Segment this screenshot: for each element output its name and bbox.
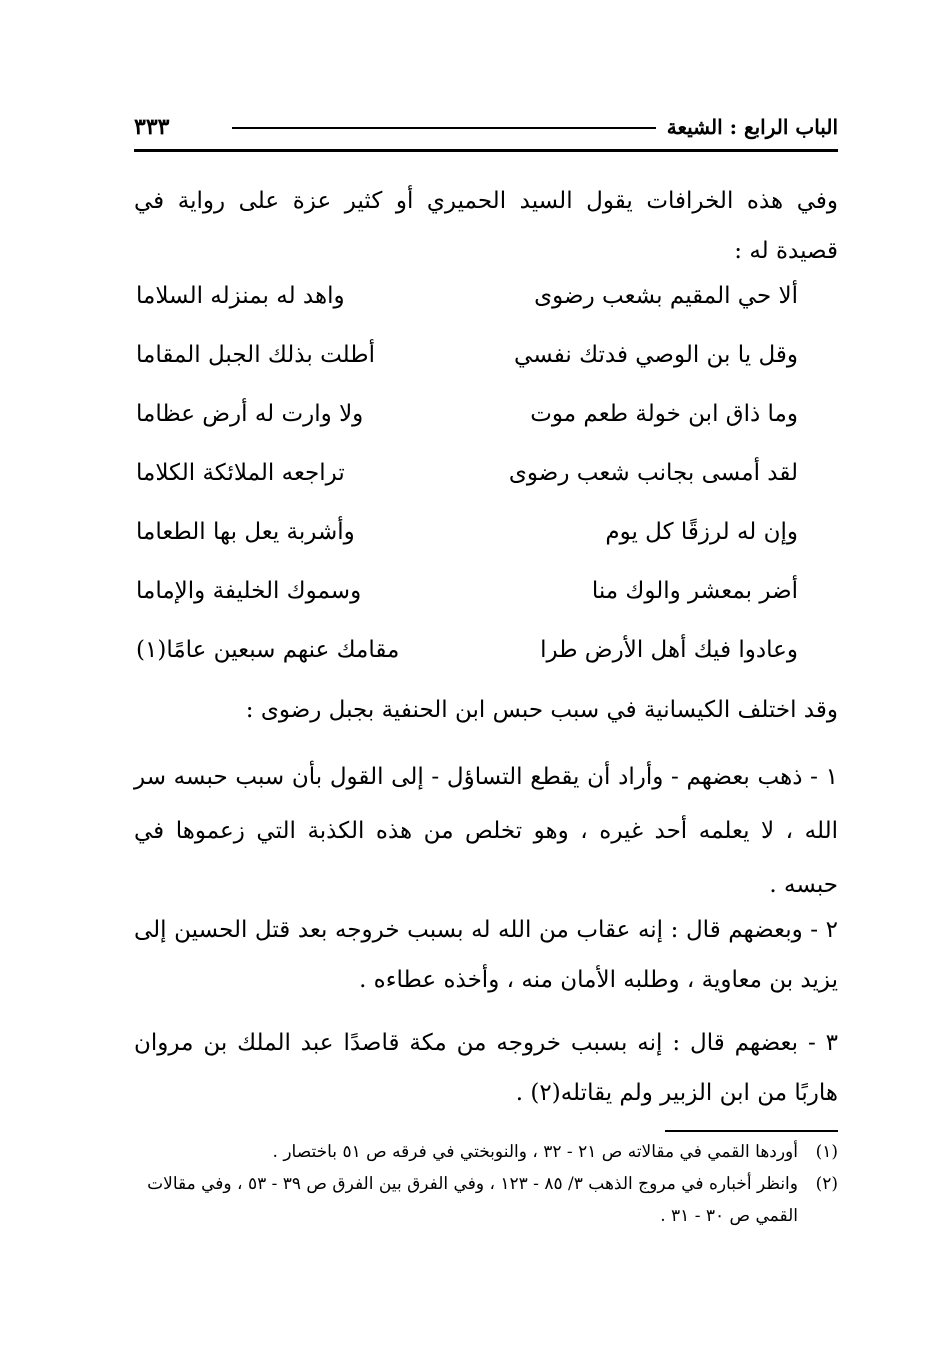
verse-first-hemistich: أضر بمعشر والوك منا (591, 578, 798, 604)
header-dash (232, 127, 656, 129)
verse-second-hemistich: أطلت بذلك الجبل المقاما (136, 342, 375, 368)
verse-second-hemistich: ولا وارت له أرض عظاما (136, 401, 364, 427)
poem (134, 270, 838, 683)
intro-paragraph: وفي هذه الخرافات يقول السيد الحميري أو كثير عزة على رواية في قصيدة له : (134, 188, 838, 264)
verse-second-hemistich: واهد له بمنزله السلاما (136, 283, 345, 309)
verse-second-hemistich: تراجعه الملائكة الكلاما (136, 460, 345, 486)
page-header (134, 112, 838, 148)
footnote (134, 1136, 838, 1168)
poem-verse (134, 624, 838, 683)
footnote-text: وانظر أخباره في مروج الذهب ٣/ ٨٥ - ١٢٣ ، وفي الفرق بين الفرق ص ٣٩ - ٥٣ ، وفي مقالات القمي ص ٣٠ - ٣١ . (147, 1174, 798, 1226)
poem-verse (134, 565, 838, 624)
poem-verse (134, 506, 838, 565)
verse-first-hemistich: وقل يا بن الوصي فدتك نفسي (514, 342, 798, 368)
verse-second-hemistich: مقامك عنهم سبعين عامًا(١) (136, 637, 400, 663)
footnote-number: (٢) (815, 1174, 838, 1194)
poem-verse (134, 329, 838, 388)
footnote-text: أوردها القمي في مقالاته ص ٢١ - ٣٢ ، والنوبختي في فرقه ص ٥١ باختصار . (272, 1142, 798, 1162)
verse-first-hemistich: ألا حي المقيم بشعب رضوى (534, 283, 798, 309)
opinion-item-3: ٣ - بعضهم قال : إنه بسبب خروجه من مكة قاصدًا عبد الملك بن مروان هاربًا من ابن الزبير ولم يقاتله(٢) . (134, 1030, 838, 1106)
chapter-title: الباب الرابع : الشيعة (666, 115, 838, 139)
footnote-number: (١) (815, 1142, 838, 1162)
verse-first-hemistich: وإن له لرزقًا كل يوم (605, 519, 798, 545)
opinion-item-1: ١ - ذهب بعضهم - وأراد أن يقطع التساؤل - إلى القول بأن سبب حبسه سر الله ، لا يعلمه أحد غيره ، وهو تخلص من هذه الكذبة التي زعموها في حبسه . (134, 764, 838, 898)
footnote-separator (665, 1130, 838, 1132)
kaysaniyya-paragraph: وقد اختلف الكيسانية في سبب حبس ابن الحنفية بجبل رضوى : (245, 697, 838, 723)
verse-first-hemistich: وما ذاق ابن خولة طعم موت (530, 401, 798, 427)
footnotes (134, 1136, 838, 1232)
verse-first-hemistich: وعادوا فيك أهل الأرض طرا (540, 637, 798, 663)
poem-verse (134, 447, 838, 506)
verse-second-hemistich: وأشربة يعل بها الطعاما (136, 519, 355, 545)
opinion-item-2: ٢ - وبعضهم قال : إنه عقاب من الله له بسبب خروجه بعد قتل الحسين إلى يزيد بن معاوية ، وطلبه الأمان منه ، وأخذه عطاءه . (134, 917, 838, 993)
page-number: ٣٣٣ (134, 114, 170, 140)
header-rule (134, 149, 838, 152)
verse-first-hemistich: لقد أمسى بجانب شعب رضوى (508, 460, 798, 486)
footnote (134, 1168, 838, 1232)
poem-verse (134, 388, 838, 447)
poem-verse (134, 270, 838, 329)
verse-second-hemistich: وسموك الخليفة والإماما (136, 578, 362, 604)
